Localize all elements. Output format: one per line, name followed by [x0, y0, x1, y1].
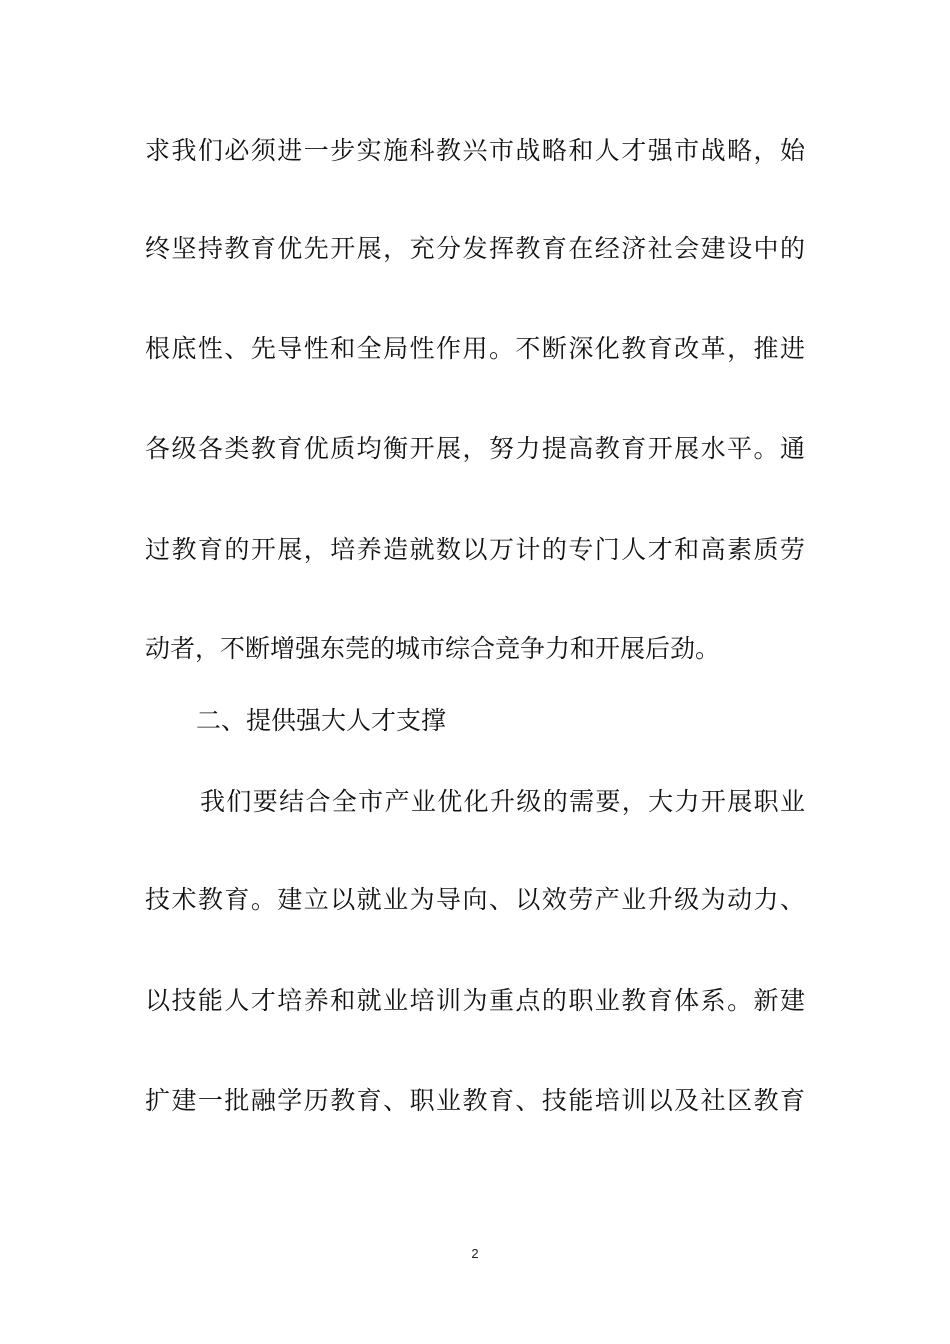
- body-line: 根底性、先导性和全局性作用。不断深化教育改革，推进: [145, 334, 805, 363]
- body-line: 求我们必须进一步实施科教兴市战略和人才强市战略，始: [145, 136, 805, 165]
- page-number: 2: [471, 1246, 479, 1261]
- body-line: 各级各类教育优质均衡开展，努力提高教育开展水平。通: [145, 434, 805, 463]
- section-heading: 二、提供强大人才支撑: [196, 706, 447, 735]
- body-line: 我们要结合全市产业优化升级的需要，大力开展职业: [200, 787, 805, 816]
- body-line: 以技能人才培养和就业培训为重点的职业教育体系。新建: [145, 986, 805, 1015]
- body-line: 技术教育。建立以就业为导向、以效劳产业升级为动力、: [145, 885, 805, 914]
- body-line: 过教育的开展，培养造就数以万计的专门人才和高素质劳: [145, 535, 805, 564]
- body-line: 动者，不断增强东莞的城市综合竞争力和开展后劲。: [145, 634, 721, 663]
- body-line: 扩建一批融学历教育、职业教育、技能培训以及社区教育: [145, 1086, 805, 1115]
- body-line: 终坚持教育优先开展，充分发挥教育在经济社会建设中的: [145, 234, 805, 263]
